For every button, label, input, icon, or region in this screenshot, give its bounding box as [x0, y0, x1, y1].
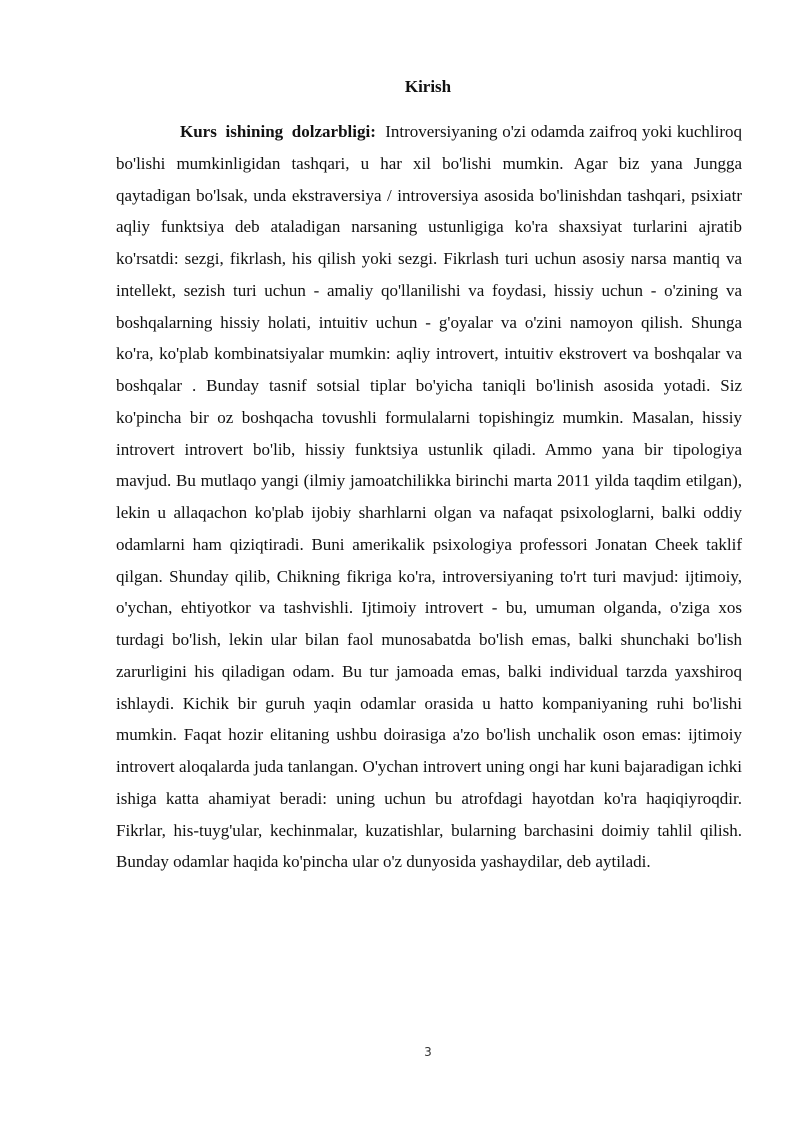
body-paragraph	[116, 116, 742, 878]
paragraph-text: Introversiyaning o'zi odamda zaifroq yoki kuchliroq bo'lishi mumkinligidan tashqari, u har xil bo'lishi mumkin. Agar biz yana Jungga qaytadigan bo'lsak, unda ekstraversiya / introversiya asosida bo'linishdan tashqari, psixiatr aqliy funktsiya deb ataladigan narsaning ustunligiga ko'ra shaxsiyat turlarini ajratib ko'rsatdi: sezgi, fikrlash, his qilish yoki sezgi. Fikrlash turi uchun asosiy narsa mantiq va intellekt, sezish turi uchun - amaliy qo'llanilishi va foydasi, hissiy uchun - o'zining va boshqalarning hissiy holati, intuitiv uchun - g'oyalar va o'zini namoyon qilish. Shunga ko'ra, ko'plab kombinatsiyalar mumkin: aqliy introvert, intuitiv ekstrovert va boshqalar va boshqalar . Bunday tasnif sotsial tiplar bo'yicha taniqli bo'linish asosida yotadi. Siz ko'pincha bir oz boshqacha tovushli formulalarni topishingiz mumkin. Masalan, hissiy introvert introvert bo'lib, hissiy funktsiya ustunlik qiladi. Ammo yana bir tipologiya mavjud. Bu mutlaqo yangi (ilmiy jamoatchilikka birinchi marta 2011 yilda taqdim etilgan), lekin u allaqachon ko'plab ijobiy sharhlarni olgan va nafaqat psixologlarni, balki oddiy odamlarni ham qiziqtiradi. Buni amerikalik psixologiya professori Jonatan Cheek taklif qilgan. Shunday qilib, Chikning fikriga ko'ra, introversiyaning to'rt turi mavjud: ijtimoiy, o'ychan, ehtiyotkor va tashvishli. Ijtimoiy introvert - bu, umuman olganda, o'ziga xos turdagi bo'lish, lekin ular bilan faol munosabatda bo'lish emas, balki shunchaki bo'lish zarurligini his qiladigan odam. Bu tur jamoada emas, balki individual tarzda yaxshiroq ishlaydi. Kichik bir guruh yaqin odamlar orasida u hatto kompaniyaning ruhi bo'lishi mumkin. Faqat hozir elitaning ushbu doirasiga a'zo bo'lish unchalik oson emas: ijtimoiy introvert aloqalarda juda tanlangan. O'ychan introvert uning ongi har kuni bajaradigan ichki ishiga katta ahamiyat beradi: uning uchun bu atrofdagi hayotdan ko'ra haqiqiyroqdir. Fikrlar, his-tuyg'ular, kechinmalar, kuzatishlar, bularning barchasini doimiy tahlil qilish. Bunday odamlar haqida ko'pincha ular o'z dunyosida yashaydilar, deb aytiladi.	[116, 122, 742, 872]
page-title: Kirish	[404, 77, 452, 96]
page-number: 3	[424, 1045, 432, 1059]
lead-label: Kurs ishining dolzarbligi:	[180, 122, 376, 141]
